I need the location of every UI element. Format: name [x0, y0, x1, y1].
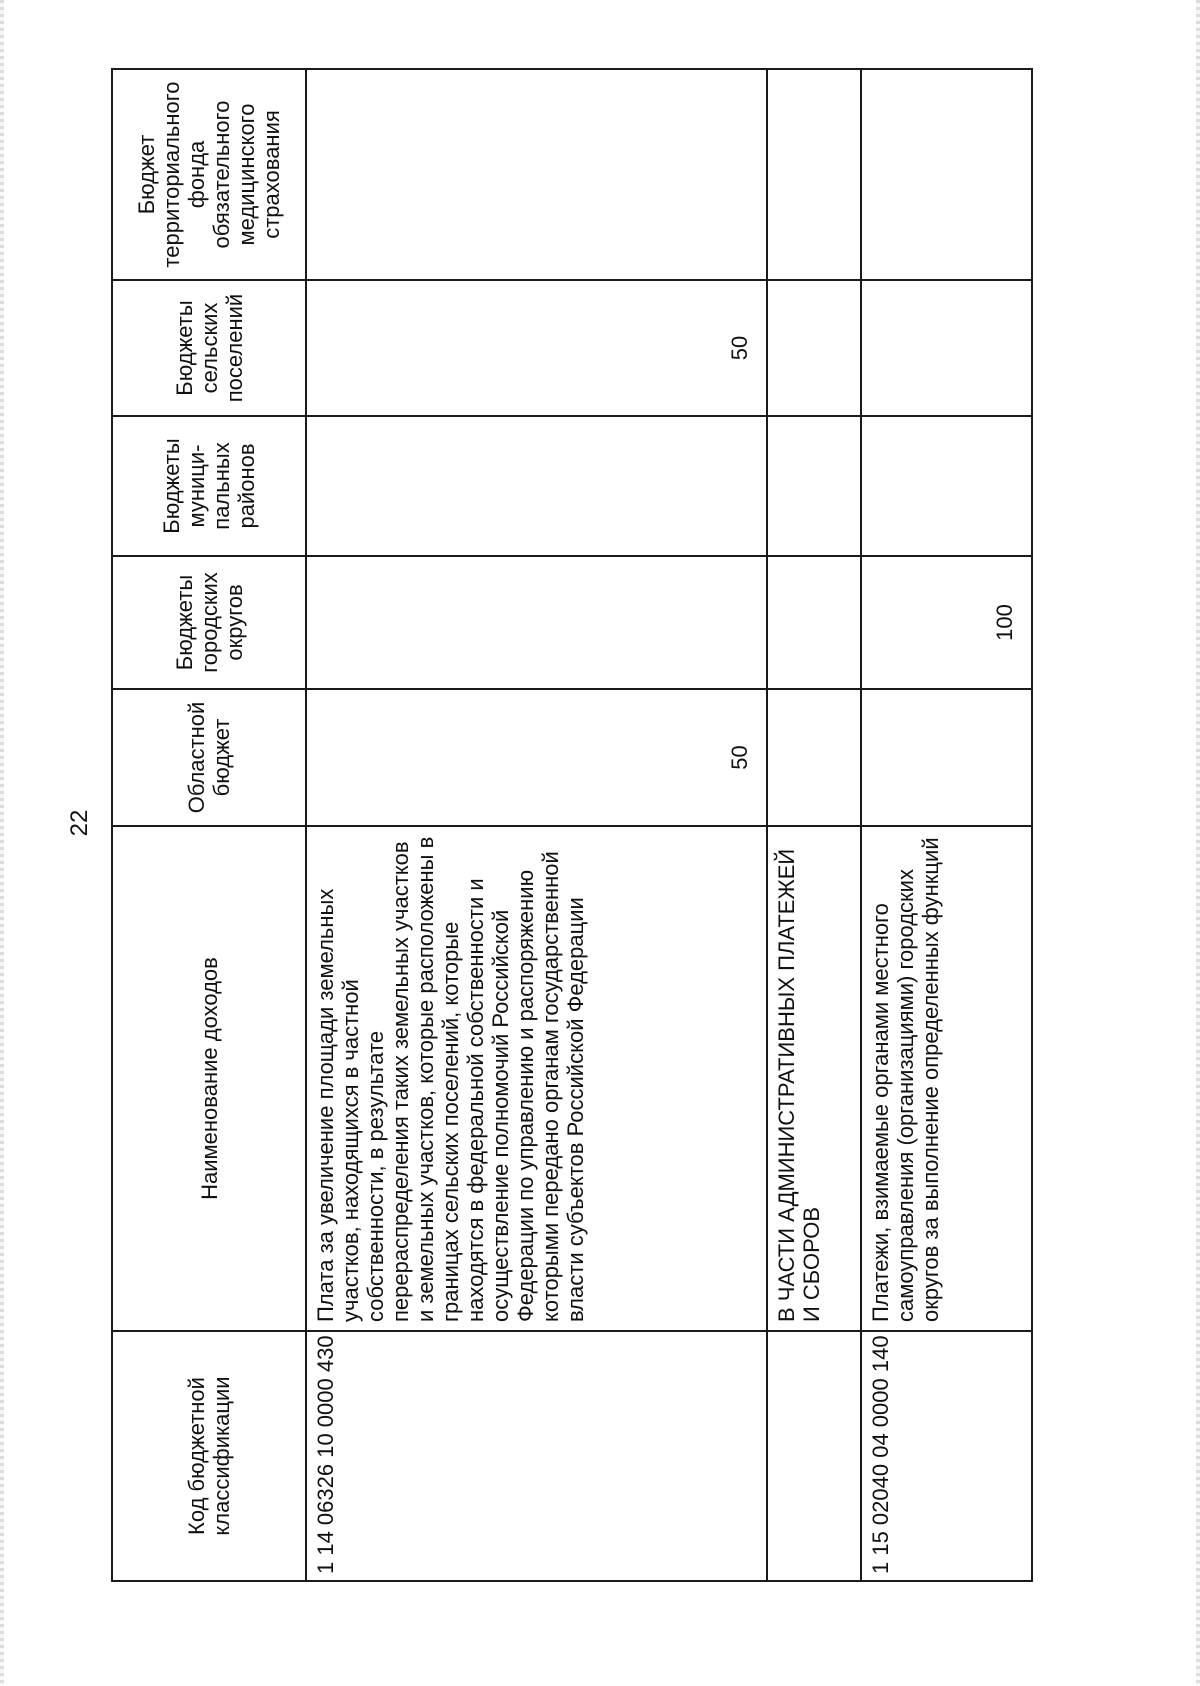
- rotated-table-container: [111, 70, 1017, 1582]
- page-number: 22: [66, 809, 93, 837]
- section-heading: В ЧАСТИ АДМИНИСТРАТИВНЫХ ПЛАТЕЖЕЙ И СБОРОВ: [767, 826, 861, 1331]
- row-city-districts: [306, 556, 767, 689]
- row-name: Платежи, взимаемые органами местного самоуправления (организациями) городских округов за выполнение определенных функций: [861, 826, 1032, 1331]
- revenue-distribution-table: [111, 68, 1033, 1582]
- row-rural-settlements: 50: [306, 280, 767, 416]
- row-code: 1 14 06326 10 0000 430: [306, 1331, 767, 1581]
- table-row: [861, 69, 1032, 1581]
- row-municipal-districts: [306, 416, 767, 556]
- row-code: [767, 1331, 861, 1581]
- row-med-insurance-fund: [306, 69, 767, 280]
- table-header-row: [112, 69, 306, 1581]
- row-regional: [861, 689, 1032, 826]
- row-med-insurance-fund: [767, 69, 861, 280]
- table-row: [306, 69, 767, 1581]
- header-municipal-districts: Бюджеты муници-пальных районов: [112, 416, 306, 556]
- header-regional: Областной бюджет: [112, 689, 306, 826]
- table-section-row: [767, 69, 861, 1581]
- row-rural-settlements: [767, 280, 861, 416]
- row-city-districts: [767, 556, 861, 689]
- header-rural-settlements: Бюджеты сельских поселений: [112, 280, 306, 416]
- scan-edge-left: [0, 0, 4, 1686]
- header-city-districts: Бюджеты городских округов: [112, 556, 306, 689]
- row-name: Плата за увеличение площади земельных участков, находящихся в частной собственности, в результате перераспределения таких земельных участков и земельных участков, которые расположены в границах сельских поселений, которые находятся в федеральной собственности и осуществление полномочий Российской Федерации по управлению и распоряжению которыми передано органам государственной власти субъектов Российской Федерации: [306, 826, 767, 1331]
- scan-edge-right: [1196, 0, 1200, 1686]
- row-regional: [767, 689, 861, 826]
- row-municipal-districts: [767, 416, 861, 556]
- header-name: Наименование доходов: [112, 826, 306, 1331]
- row-code: 1 15 02040 04 0000 140: [861, 1331, 1032, 1581]
- row-municipal-districts: [861, 416, 1032, 556]
- row-regional: 50: [306, 689, 767, 826]
- row-city-districts: 100: [861, 556, 1032, 689]
- row-med-insurance-fund: [861, 69, 1032, 280]
- header-med-insurance-fund: Бюджет территориального фонда обязательного медицинского страхования: [112, 69, 306, 280]
- header-code: Код бюджетной классификации: [112, 1331, 306, 1581]
- row-rural-settlements: [861, 280, 1032, 416]
